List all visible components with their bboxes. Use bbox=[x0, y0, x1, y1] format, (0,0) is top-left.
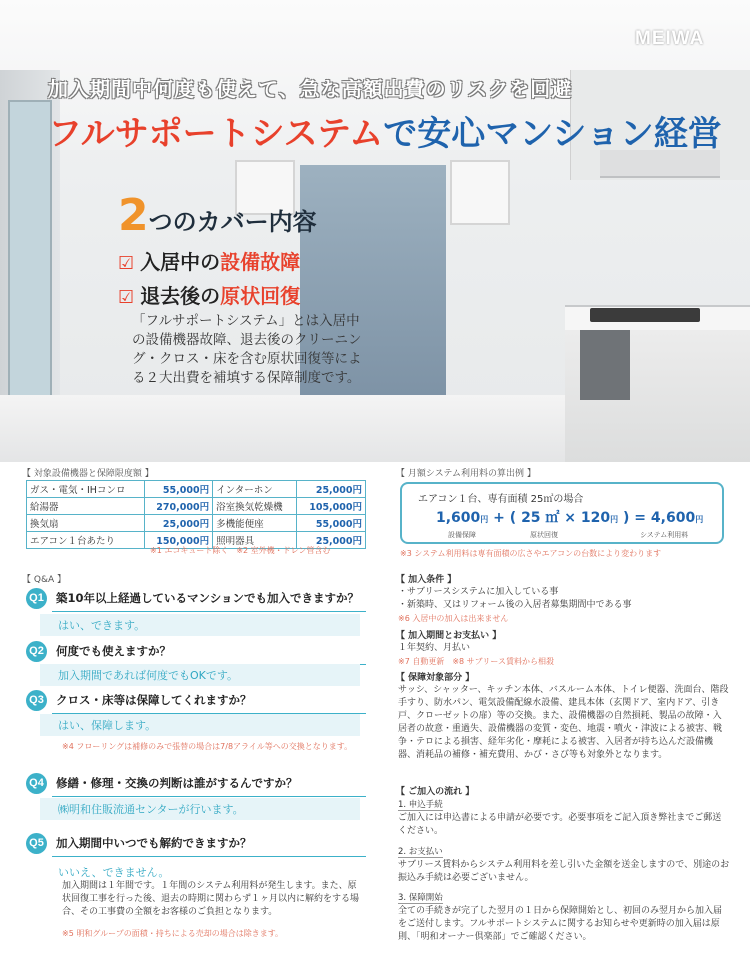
divider bbox=[52, 611, 366, 612]
calc-base: 1,600 bbox=[436, 510, 481, 526]
calc-sub-area: 原状回復 bbox=[530, 531, 558, 539]
title-highlight: フルサポートシステム bbox=[48, 114, 384, 154]
answer-text: いいえ、できません。 bbox=[58, 866, 170, 879]
question-text: クロス・床等は保障してくれますか？ bbox=[56, 693, 252, 707]
table-cell: 25,000円 bbox=[297, 481, 366, 498]
title-rest: で安心マンション経営 bbox=[383, 114, 722, 154]
calc-head: エアコン１台、専有面積 25㎡の場合 bbox=[418, 494, 584, 505]
calc-note: ※3 システム利用料は専有面積の広さやエアコンの台数により変わります bbox=[400, 549, 662, 558]
qa-label: 【 Q&A 】 bbox=[22, 575, 66, 585]
q-badge: Q4 bbox=[26, 773, 47, 794]
q-badge: Q3 bbox=[26, 690, 47, 711]
check-icon: ☑ bbox=[118, 287, 135, 308]
cover-item-highlight: 原状回復 bbox=[220, 284, 301, 308]
cover-heading-text: つのカバー内容 bbox=[148, 208, 317, 236]
table-cell: 55,000円 bbox=[297, 515, 366, 532]
table-row bbox=[27, 481, 366, 498]
calc-sub-base: 設備保障 bbox=[448, 531, 476, 539]
q-badge: Q2 bbox=[26, 641, 47, 662]
cover-item-prefix: 入居中の bbox=[140, 250, 221, 274]
cover-item-highlight: 設備故障 bbox=[220, 250, 301, 274]
answer-text: はい、できます。 bbox=[58, 619, 146, 632]
oven bbox=[580, 330, 630, 400]
cover-number: 2 bbox=[118, 190, 149, 241]
target-label: 【 保障対象部分 】 bbox=[396, 673, 475, 683]
period-body: １年契約、月払い bbox=[398, 643, 471, 653]
stove bbox=[590, 308, 700, 322]
subtitle: 加入期間中何度も使えて、急な高額出費のリスクを回避 bbox=[48, 77, 573, 101]
table-cell: ガス・電気・IHコンロ bbox=[27, 481, 145, 498]
equipment-note: ※1 エコキュート除く ※2 室外機・ドレン管含む bbox=[150, 546, 331, 555]
calc-label: 【 月額システム利用料の算出例 】 bbox=[396, 469, 536, 479]
table-cell: 給湯器 bbox=[27, 498, 145, 515]
flow-label: 【 ご加入の流れ 】 bbox=[396, 787, 475, 797]
qa-question bbox=[26, 833, 366, 855]
cover-item-prefix: 退去後の bbox=[140, 284, 221, 308]
table-row bbox=[27, 498, 366, 515]
cover-heading bbox=[118, 190, 317, 241]
cover-item bbox=[118, 280, 300, 309]
qa-question bbox=[26, 773, 366, 795]
qa-question bbox=[26, 588, 366, 610]
divider bbox=[52, 796, 366, 797]
table-cell: 浴室換気乾燥機 bbox=[213, 498, 297, 515]
q-badge: Q5 bbox=[26, 833, 47, 854]
q-badge: Q1 bbox=[26, 588, 47, 609]
divider bbox=[52, 856, 366, 857]
question-text: 加入期間中いつでも解約できますか？ bbox=[56, 836, 252, 850]
step-body: サブリース賃料からシステム利用料を差し引いた金額を送金しますので、別途のお振込み手続は必要ございません。 bbox=[398, 860, 730, 883]
step-body: 全ての手続きが完了した翌月の１日から保障開始とし、初回のみ翌月から加入届をご送付します。フルサポートシステムに関するお知らせや更新時の加入届は原則、「明和オーナー倶楽部」でご確認ください。 bbox=[398, 906, 723, 942]
table-cell: 多機能便座 bbox=[213, 515, 297, 532]
cover-item bbox=[118, 246, 300, 275]
table-cell: 25,000円 bbox=[144, 515, 213, 532]
cover-description: 「フルサポートシステム」とは入居中の設備機器故障、退去後のクリーニング・クロス・床を含む原状回復等による２大出費を補填する保障制度です。 bbox=[132, 313, 362, 386]
join-conditions-body: ・サブリースシステムに加入している事 ・新築時、又はリフォーム後の入居者募集期間中である事 bbox=[398, 587, 632, 610]
step-title: 3. 保障開始 bbox=[398, 893, 443, 903]
step-title: 1. 申込手続 bbox=[398, 800, 443, 810]
join-conditions-note: ※6 入居中の加入は出来ません bbox=[398, 614, 509, 623]
answer-note: ※4 フローリングは補修のみで張替の場合は7/8アライル等への交換となります。 bbox=[62, 742, 353, 751]
question-text: 何度でも使えますか？ bbox=[56, 644, 171, 658]
page-title bbox=[48, 106, 722, 155]
calc-area: 25 ㎡ bbox=[521, 510, 560, 526]
answer-note: ※5 明和グループの面積・持ちによる売却の場合は除きます。 bbox=[62, 929, 284, 938]
equipment-label: 【 対象設備機器と保障限度額 】 bbox=[22, 469, 154, 479]
calc-result: 4,600 bbox=[650, 510, 696, 526]
calc-equation: 1,600円 + ( 25 ㎡ × 120円 ) = 4,600円 bbox=[436, 510, 704, 526]
period-label: 【 加入期間とお支払い 】 bbox=[396, 631, 502, 641]
table-cell: 55,000円 bbox=[144, 481, 213, 498]
check-icon: ☑ bbox=[118, 253, 135, 274]
calc-sub-result: システム利用料 bbox=[640, 531, 689, 539]
table-cell: 25,000円 bbox=[297, 532, 366, 549]
table-cell: インターホン bbox=[213, 481, 297, 498]
meiwa-logo: MEIWA bbox=[635, 28, 705, 49]
table-row bbox=[27, 515, 366, 532]
table-cell: 150,000円 bbox=[144, 532, 213, 549]
qa-question bbox=[26, 641, 366, 663]
step-body: ご加入には申込書による申請が必要です。必要事項をご記入頂き弊社までご郵送ください。 bbox=[398, 813, 722, 836]
question-text: 築10年以上経過しているマンションでも加入できますか？ bbox=[56, 591, 359, 605]
table-cell: エアコン１台あたり bbox=[27, 532, 145, 549]
answer-body: 加入期間は１年間です。１年間のシステム利用料が発生します。また、原状回復工事を行った後、退去の時期に関わらず１ヶ月以内に解約をする場合、その工事費の全額をお客様のご負担となります。 bbox=[62, 881, 360, 917]
period-note: ※7 自動更新 ※8 サブリース賃料から相殺 bbox=[398, 657, 554, 666]
table-cell: 105,000円 bbox=[297, 498, 366, 515]
table-cell: 換気扇 bbox=[27, 515, 145, 532]
question-text: 修繕・修理・交換の判断は誰がするんですか？ bbox=[56, 776, 298, 790]
answer-text: はい、保障します。 bbox=[58, 719, 157, 732]
hero-photo bbox=[0, 0, 750, 462]
answer-text: 加入期間であれば何度でもOKです。 bbox=[58, 669, 238, 682]
calc-rate: 120 bbox=[580, 510, 611, 526]
equipment-table bbox=[26, 480, 366, 549]
window-right bbox=[450, 160, 510, 225]
table-cell: 270,000円 bbox=[144, 498, 213, 515]
table-cell: 照明器具 bbox=[213, 532, 297, 549]
answer-text: ㈱明和住販流通センターが行います。 bbox=[58, 803, 244, 816]
target-body: サッシ、シャッター、キッチン本体、バスルーム本体、トイレ便器、洗面台、階段手すり、防水パン、電気設備配線水設備、建具本体（玄関ドア、室内ドア、引き戸、クローゼットの扉）等の交換。また、設備機器の自然損耗、製品の故障・入居者の故意・重過失、設備機器の変質・変色、地震・噴火・津波による被害、戦争・テロによる損害、経年劣化・摩耗による被害、入居者が持ち込んだ設備機器、消耗品の補修・補充費用、かび・さび等も対象外となります。 bbox=[398, 685, 729, 760]
join-conditions-label: 【 加入条件 】 bbox=[396, 575, 457, 585]
qa-question bbox=[26, 690, 366, 712]
step-title: 2. お支払い bbox=[398, 847, 443, 857]
left-door bbox=[8, 100, 52, 440]
